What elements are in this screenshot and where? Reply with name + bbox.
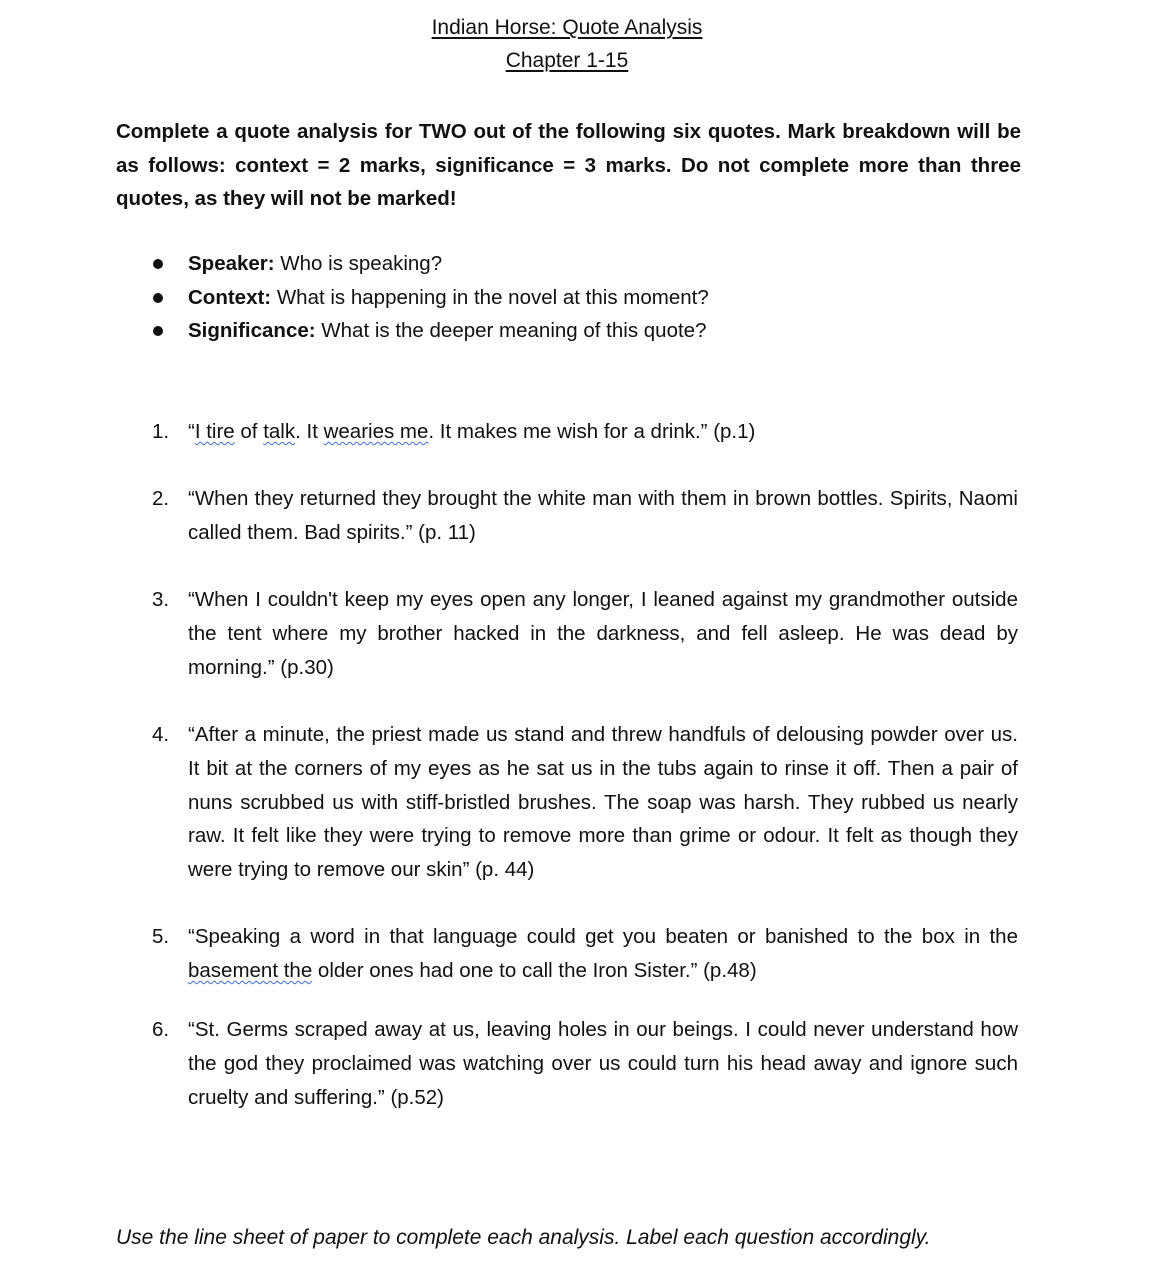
quote-number: 2. bbox=[152, 487, 170, 510]
quote-number: 6. bbox=[152, 1018, 170, 1041]
quote-number: 3. bbox=[152, 588, 170, 611]
quote-text: “When they returned they brought the white man with them in brown bottles. Spirits, Naomi called them. Bad spirits.” (p. 11) bbox=[188, 487, 1018, 544]
document-title: Indian Horse: Quote Analysis bbox=[431, 16, 703, 39]
quote-number: 5. bbox=[152, 925, 170, 948]
criteria-label: Speaker: bbox=[188, 252, 275, 275]
document-subtitle: Chapter 1-15 bbox=[505, 49, 629, 72]
criteria-label: Significance: bbox=[188, 319, 316, 343]
bullet-icon bbox=[153, 326, 163, 336]
criteria-item-speaker bbox=[116, 247, 1016, 281]
quote-text bbox=[188, 415, 1018, 449]
quote-text-part: “Speaking a word in that language could get you beaten or banished to the box in the bbox=[188, 925, 1018, 948]
quote-number: 4. bbox=[152, 723, 170, 746]
quote-text-part: . It bbox=[295, 420, 324, 443]
criteria-label: Context: bbox=[188, 285, 272, 309]
spellcheck-flagged-text: I tire bbox=[194, 420, 235, 443]
quote-text: “After a minute, the priest made us stand and threw handfuls of delousing powder over us. It bit at the corners of my eyes as he sat us in the tubs again to rinse it off. Then a pair of nuns scrubbed us with stiff-bristled brushes. The soap was harsh. They rubbed us nearly raw. It felt like they were trying to remove more than grime or odour. It felt as though they were trying to remove our skin” (p. 44) bbox=[188, 723, 1018, 882]
quote-text: “St. Germs scraped away at us, leaving holes in our beings. I could never understand how the god they proclaimed was watching over us could turn his head away and ignore such cruelty and suffering.” (p.52) bbox=[188, 1018, 1018, 1109]
bullet-icon bbox=[153, 293, 163, 303]
quote-item-1 bbox=[152, 415, 1018, 449]
quote-text-part: of bbox=[234, 420, 264, 443]
spellcheck-flagged-text: basement the bbox=[188, 958, 313, 982]
criteria-item-significance bbox=[116, 314, 1016, 348]
quote-number: 1. bbox=[152, 420, 170, 443]
spellcheck-flagged-text: wearies me bbox=[323, 420, 429, 443]
quote-item-2 bbox=[152, 482, 1018, 550]
spellcheck-flagged-text: talk bbox=[263, 420, 296, 443]
quote-item-5 bbox=[152, 920, 1018, 988]
quote-item-4 bbox=[152, 718, 1018, 887]
criteria-text: What is the deeper meaning of this quote? bbox=[315, 319, 707, 343]
criteria-text: What is happening in the novel at this moment? bbox=[271, 285, 709, 309]
criteria-item-context bbox=[116, 281, 1016, 315]
criteria-list bbox=[116, 247, 1016, 348]
criteria-text: Who is speaking? bbox=[274, 252, 443, 275]
instructions-paragraph: Complete a quote analysis for TWO out of the following six quotes. Mark breakdown will be as follows: context = 2 marks, significance = 3 marks. Do not complete more than three quotes, as they will not be marked! bbox=[116, 120, 1021, 211]
quote-text-part: “ bbox=[188, 420, 195, 443]
quote-text bbox=[188, 920, 1018, 988]
bullet-icon bbox=[153, 259, 163, 269]
quote-item-6 bbox=[152, 1013, 1018, 1114]
quote-text-part: . It makes me wish for a drink.” (p.1) bbox=[428, 420, 756, 443]
footer-note: Use the line sheet of paper to complete each analysis. Label each question accordingly. bbox=[116, 1226, 931, 1249]
quote-text-part: older ones had one to call the Iron Sister.” (p.48) bbox=[312, 958, 757, 982]
quote-item-3 bbox=[152, 583, 1018, 684]
quote-text: “When I couldn't keep my eyes open any longer, I leaned against my grandmother outside the tent where my brother hacked in the darkness, and fell asleep. He was dead by morning.” (p.30) bbox=[188, 588, 1018, 679]
